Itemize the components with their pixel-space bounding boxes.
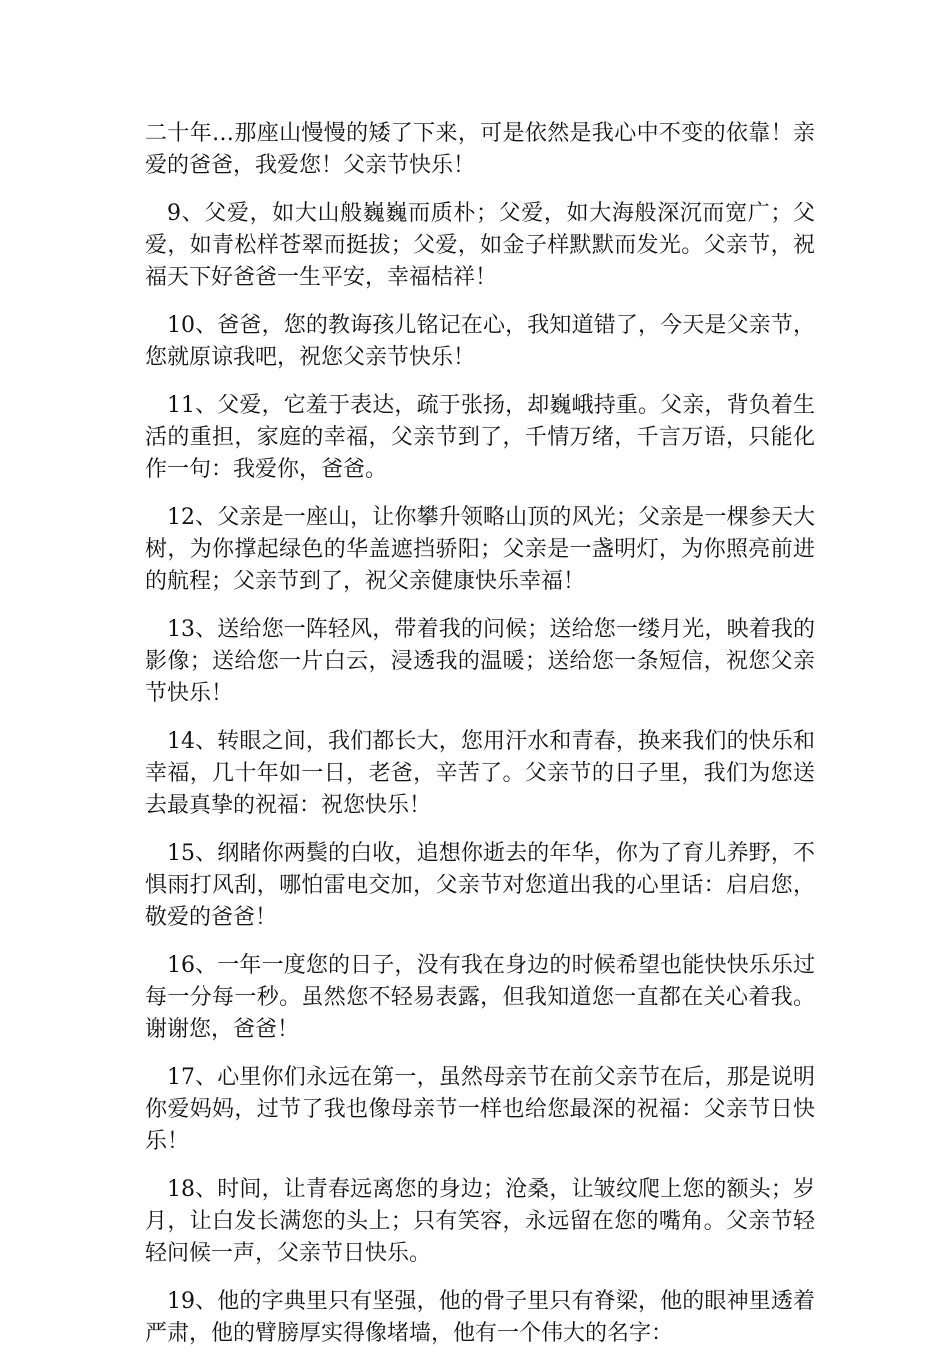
paragraph-text: 10、爸爸，您的教诲孩儿铭记在心，我知道错了，今天是父亲节，您就原谅我吧，祝您父亲节快乐！	[145, 313, 815, 370]
paragraph-text: 12、父亲是一座山，让你攀升领略山顶的风光；父亲是一棵参天大树，为你撑起绿色的华盖遮挡骄阳；父亲是一盏明灯，为你照亮前进的航程；父亲节到了，祝父亲健康快乐幸福！	[145, 505, 815, 594]
paragraph-item-16	[145, 950, 815, 1046]
paragraph-item-15	[145, 838, 815, 934]
paragraph-text: 17、心里你们永远在第一，虽然母亲节在前父亲节在后，那是说明你爱妈妈，过节了我也像母亲节一样也给您最深的祝福：父亲节日快乐！	[145, 1065, 815, 1154]
paragraph-item-19	[145, 1286, 815, 1350]
paragraph-item-12	[145, 502, 815, 598]
paragraph-item-13	[145, 614, 815, 710]
paragraph-item-14	[145, 726, 815, 822]
paragraph-text: 15、纲睹你两鬓的白收，追想你逝去的年华，你为了育儿养野，不惧雨打风刮，哪怕雷电交加，父亲节对您道出我的心里话：启启您，敬爱的爸爸！	[145, 841, 815, 930]
paragraph-item-18	[145, 1174, 815, 1270]
paragraph-item-17	[145, 1062, 815, 1158]
paragraph-text: 13、送给您一阵轻风，带着我的问候；送给您一缕月光，映着我的影像；送给您一片白云，浸透我的温暖；送给您一条短信，祝您父亲节快乐！	[145, 617, 815, 706]
paragraph-text: 14、转眼之间，我们都长大，您用汗水和青春，换来我们的快乐和幸福，几十年如一日，老爸，辛苦了。父亲节的日子里，我们为您送去最真挚的祝福：祝您快乐！	[145, 729, 815, 818]
paragraph-text: 11、父爱，它羞于表达，疏于张扬，却巍峨持重。父亲，背负着生活的重担，家庭的幸福，父亲节到了，千情万绪，千言万语，只能化作一句：我爱你，爸爸。	[145, 393, 815, 482]
paragraph-item-10	[145, 310, 815, 374]
document-body	[145, 118, 815, 1366]
paragraph-text: 19、他的字典里只有坚强，他的骨子里只有脊梁，他的眼神里透着严肃，他的臂膀厚实得像堵墙，他有一个伟大的名字：	[145, 1289, 815, 1346]
paragraph-continuation	[145, 118, 815, 182]
paragraph-item-9	[145, 198, 815, 294]
paragraph-text: 二十年…那座山慢慢的矮了下来，可是依然是我心中不变的依靠！亲爱的爸爸，我爱您！父亲节快乐！	[145, 121, 815, 178]
paragraph-item-11	[145, 390, 815, 486]
paragraph-text: 9、父爱，如大山般巍巍而质朴；父爱，如大海般深沉而宽广；父爱，如青松样苍翠而挺拔；父爱，如金子样默默而发光。父亲节，祝福天下好爸爸一生平安，幸福桔祥！	[145, 201, 815, 290]
paragraph-text: 18、时间，让青春远离您的身边；沧桑，让皱纹爬上您的额头；岁月，让白发长满您的头上；只有笑容，永远留在您的嘴角。父亲节轻轻问候一声，父亲节日快乐。	[145, 1177, 815, 1266]
paragraph-text: 16、一年一度您的日子，没有我在身边的时候希望也能快快乐乐过每一分每一秒。虽然您不轻易表露，但我知道您一直都在关心着我。谢谢您，爸爸！	[145, 953, 815, 1042]
